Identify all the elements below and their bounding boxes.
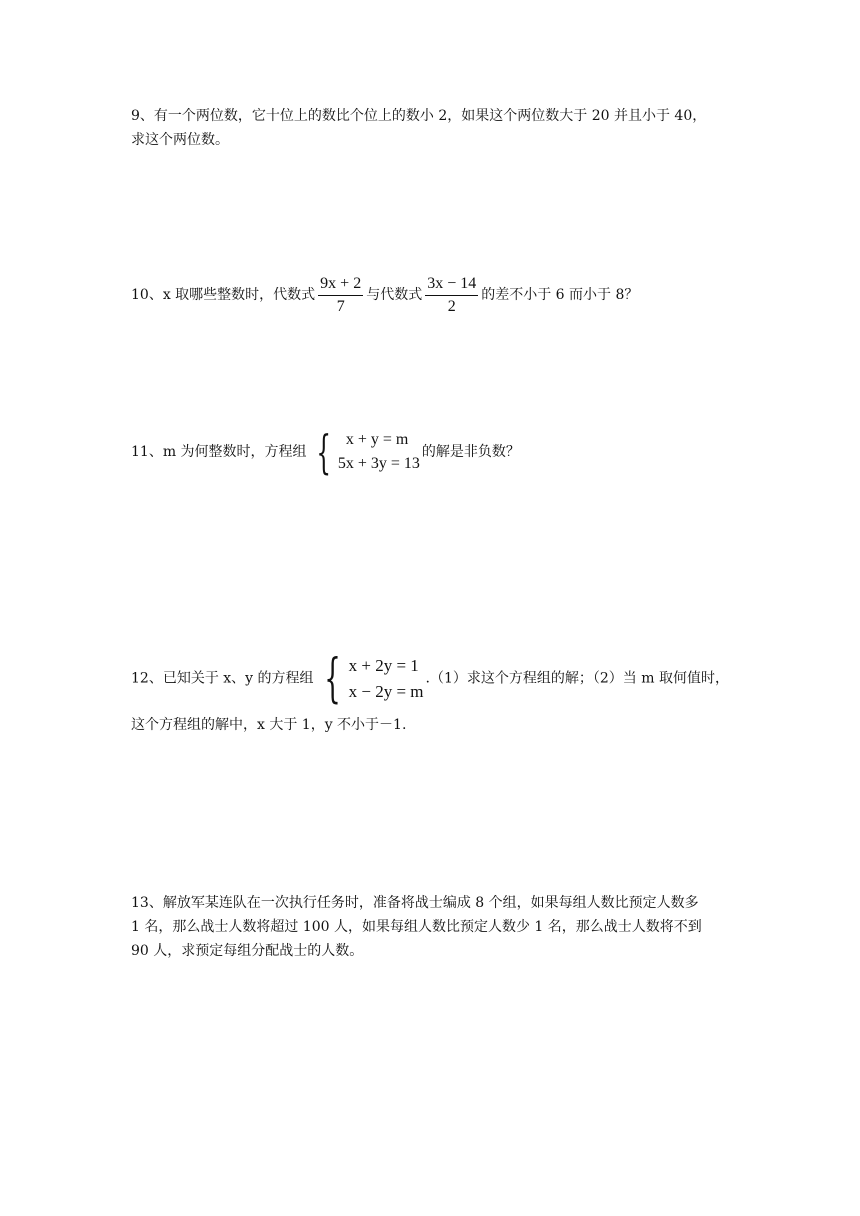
q12-eq1: x + 2y = 1 (348, 656, 419, 676)
question-10 (131, 272, 731, 318)
q11-brace: { (315, 425, 331, 480)
q12-prefix: 12、已知关于 x、y 的方程组 (131, 670, 314, 687)
q11-eq2: 5x + 3y = 13 (337, 455, 420, 473)
q12-suffix: .（1）求这个方程组的解；（2）当 m 取何值时， (425, 670, 729, 687)
question-11 (131, 425, 731, 480)
q10-fraction-1 (318, 273, 363, 318)
q12-line-2: 这个方程组的解中，x 大于 1，y 不小于－1. (131, 717, 407, 733)
q11-prefix: 11、m 为何整数时，方程组 (131, 444, 307, 461)
q10-suffix: 的差不小于 6 而小于 8？ (481, 287, 639, 303)
q12-brace: { (323, 649, 341, 710)
q10-fraction-2 (425, 273, 478, 318)
q12-eq2: x − 2y = m (348, 682, 424, 702)
q10-prefix: 10、x 取哪些整数时，代数式 (131, 287, 316, 303)
q12-equation-system (316, 649, 424, 710)
q9-line-2: 求这个两位数。 (131, 132, 229, 148)
q10-middle: 与代数式 (366, 287, 423, 303)
q11-eq1: x + y = m (345, 431, 409, 449)
q10-frac1-numerator: 9x + 2 (318, 273, 363, 296)
q13-line-2: 1 名，那么战士人数将超过 100 人，如果每组人数比预定人数少 1 名，那么战士人数将不到 (131, 919, 702, 935)
q11-suffix: 的解是非负数？ (421, 444, 520, 461)
q13-line-1: 13、解放军某连队在一次执行任务时，准备将战士编成 8 个组，如果每组人数比预定人数多 (131, 895, 699, 911)
q10-frac1-denominator: 7 (336, 297, 345, 315)
q9-line-1: 9、有一个两位数，它十位上的数比个位上的数小 2，如果这个两位数大于 20 并且小于 40， (131, 108, 707, 124)
q10-frac2-denominator: 2 (447, 297, 456, 315)
q13-line-3: 90 人，求预定每组分配战士的人数。 (131, 943, 364, 959)
q11-equation-system (309, 425, 420, 480)
q10-frac2-numerator: 3x − 14 (425, 273, 478, 296)
